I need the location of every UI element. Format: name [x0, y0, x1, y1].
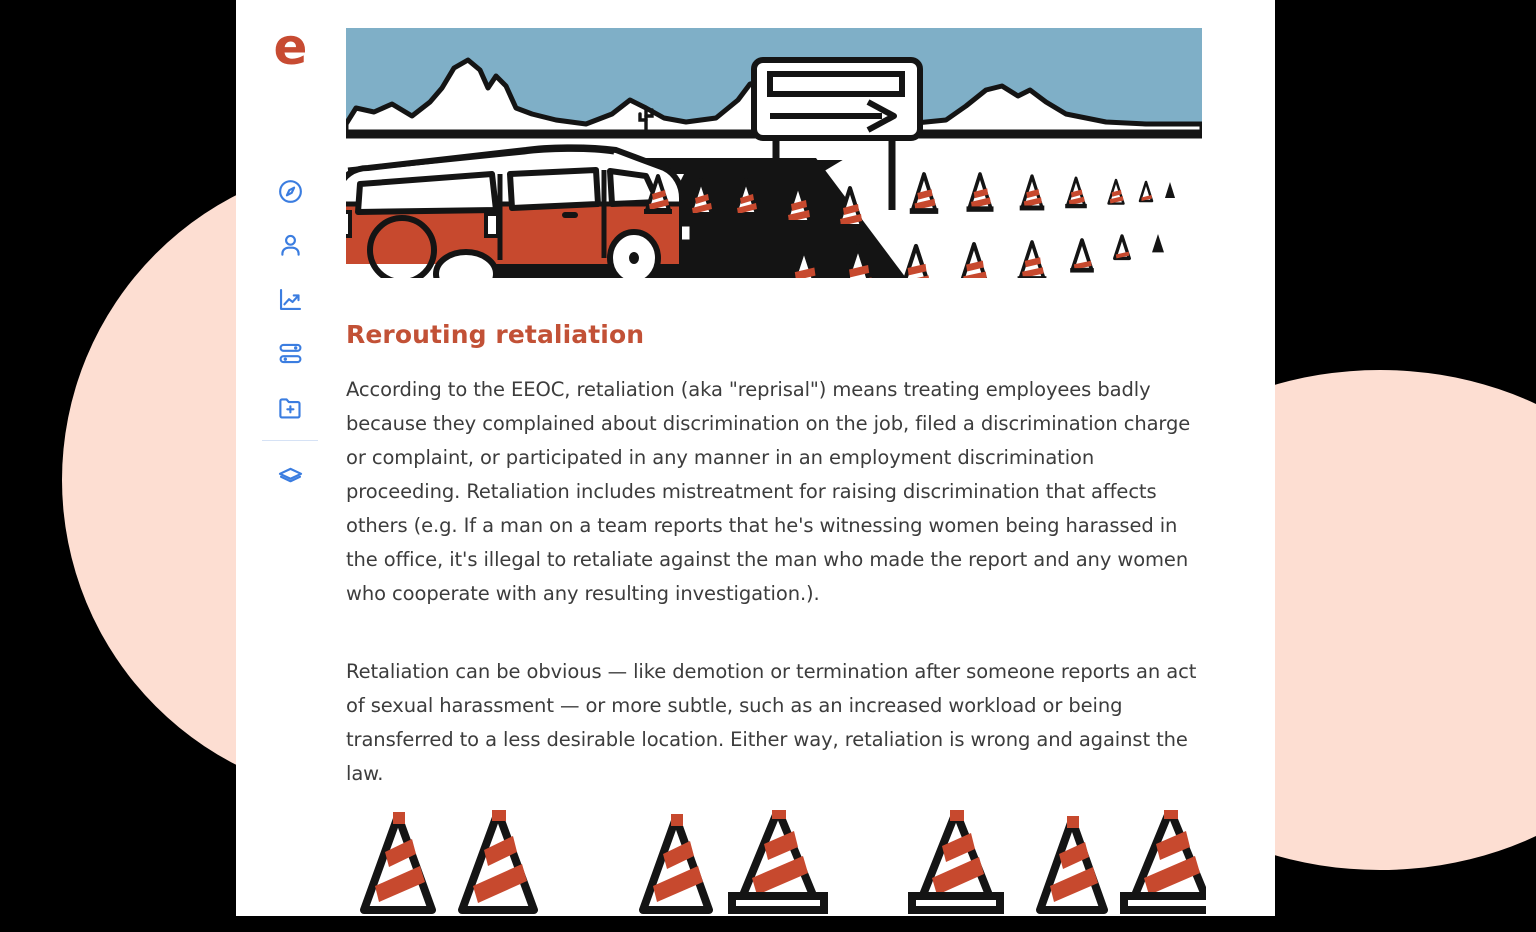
article	[346, 320, 1208, 791]
sidebar-item-explore[interactable]	[263, 164, 317, 218]
folder-plus-icon	[277, 394, 304, 421]
hero-illustration	[346, 28, 1202, 278]
sidebar-divider	[262, 440, 318, 441]
app-logo[interactable]: e	[273, 18, 307, 76]
sidebar-item-insights[interactable]	[263, 272, 317, 326]
sidebar-item-new-folder[interactable]	[263, 380, 317, 434]
person-icon	[277, 232, 304, 259]
content-area	[344, 0, 1275, 916]
page-title: Rerouting retaliation	[346, 320, 645, 349]
article-paragraph-2: Retaliation can be obvious — like demotion or termination after someone reports an act of sexual harassment — or more subtle, such as an increased workload or being transferred to a less desirable location. Either way, retaliation is wrong and against the law.	[346, 660, 1197, 785]
sidebar	[236, 0, 344, 916]
graduation-cap-icon	[277, 463, 304, 490]
sidebar-nav	[262, 164, 318, 503]
sidebar-item-learning[interactable]	[263, 449, 317, 503]
compass-icon	[277, 178, 304, 205]
sidebar-item-people[interactable]	[263, 218, 317, 272]
sliders-icon	[277, 340, 304, 367]
article-paragraph-1: According to the EEOC, retaliation (aka "reprisal") means treating employees badly because they complained about discrimination on the job, filed a discrimination charge or complaint, or participated in any manner in an employment discrimination proceeding. Retaliation includes mistreatment for raising discrimination that affects others (e.g. If a man on a team reports that he's witnessing women being harassed in the office, it's illegal to retaliate against the man who made the report and any women who cooperate with any resulting investigation.).	[346, 378, 1191, 605]
app-window	[236, 0, 1275, 916]
sidebar-item-settings[interactable]	[263, 326, 317, 380]
trending-chart-icon	[277, 286, 304, 313]
footer-illustration	[346, 810, 1206, 916]
